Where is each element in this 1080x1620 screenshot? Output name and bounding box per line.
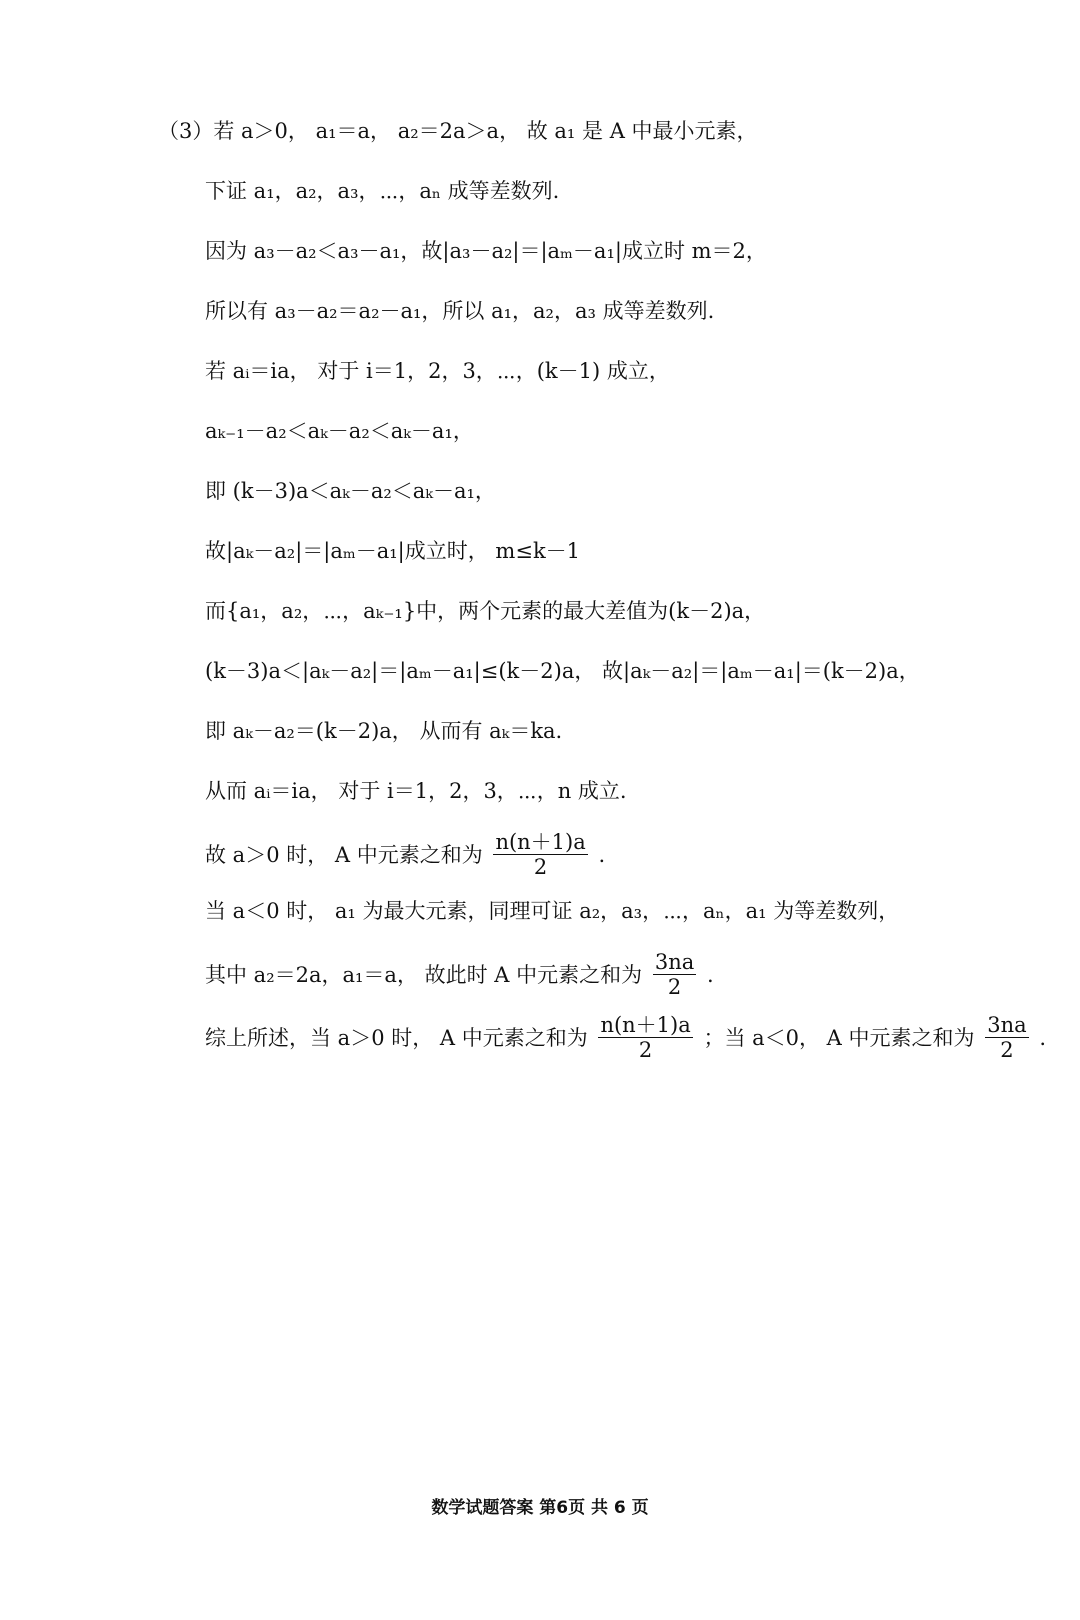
fraction-sum-positive	[493, 830, 587, 879]
line16-text: 综上所述，当 a＞0 时， A 中元素之和为	[205, 1026, 588, 1050]
text-line-1: （3）若 a＞0， a₁＝a， a₂＝2a＞a， 故 a₁ 是 A 中最小元素，	[158, 119, 758, 143]
fraction-denominator: 2	[533, 855, 548, 879]
text-line-16	[205, 1015, 1046, 1064]
fraction-numerator: n(n＋1)a	[495, 830, 586, 854]
fraction-sum-negative	[653, 950, 696, 999]
line13-end: .	[598, 843, 606, 867]
fraction-sum-positive	[598, 1013, 692, 1062]
fraction-denominator: 2	[667, 975, 682, 999]
text-line-10: (k－3)a＜|aₖ－a₂|＝|aₘ－a₁|≤(k－2)a， 故|aₖ－a₂|＝|aₘ－a₁|＝(k－2)a，	[205, 659, 920, 683]
line16-end: .	[1039, 1026, 1046, 1050]
text-line-9: 而{a₁，a₂，⋯，aₖ₋₁}中，两个元素的最大差值为(k－2)a，	[205, 599, 766, 623]
line15-end: .	[706, 963, 714, 987]
text-line-11: 即 aₖ－a₂＝(k－2)a， 从而有 aₖ＝ka.	[205, 719, 563, 743]
text-line-7: 即 (k－3)a＜aₖ－a₂＜aₖ－a₁，	[205, 479, 496, 503]
text-line-15	[205, 952, 714, 1001]
page-footer: 数学试题答案 第6页 共 6 页	[431, 1498, 649, 1518]
text-line-2: 下证 a₁，a₂，a₃，⋯，aₙ 成等差数列.	[205, 179, 560, 203]
text-line-5: 若 aᵢ＝ia， 对于 i＝1，2，3，⋯，(k－1) 成立，	[205, 359, 670, 383]
fraction-numerator: n(n＋1)a	[600, 1013, 691, 1037]
fraction-sum-negative	[985, 1013, 1028, 1062]
fraction-numerator: 3na	[987, 1013, 1027, 1037]
fraction-denominator: 2	[1000, 1038, 1014, 1062]
line15-text: 其中 a₂＝2a，a₁＝a， 故此时 A 中元素之和为	[205, 963, 643, 987]
text-line-14: 当 a＜0 时， a₁ 为最大元素，同理可证 a₂，a₃，⋯，aₙ，a₁ 为等差数列，	[205, 899, 900, 923]
fraction-numerator: 3na	[654, 950, 695, 974]
text-line-13	[205, 832, 605, 881]
text-line-4: 所以有 a₃－a₂＝a₂－a₁，所以 a₁，a₂，a₃ 成等差数列.	[205, 299, 715, 323]
text-line-6: aₖ₋₁－a₂＜aₖ－a₂＜aₖ－a₁，	[205, 419, 474, 443]
line16-middle: ；当 a＜0， A 中元素之和为	[703, 1026, 975, 1050]
text-line-8: 故|aₖ－a₂|＝|aₘ－a₁|成立时， m≤k－1	[205, 539, 581, 563]
line13-text: 故 a＞0 时， A 中元素之和为	[205, 843, 483, 867]
fraction-denominator: 2	[638, 1038, 653, 1062]
text-line-12: 从而 aᵢ＝ia， 对于 i＝1，2，3，⋯，n 成立.	[205, 779, 627, 803]
text-line-3: 因为 a₃－a₂＜a₃－a₁，故|a₃－a₂|＝|aₘ－a₁|成立时 m＝2，	[205, 239, 767, 263]
